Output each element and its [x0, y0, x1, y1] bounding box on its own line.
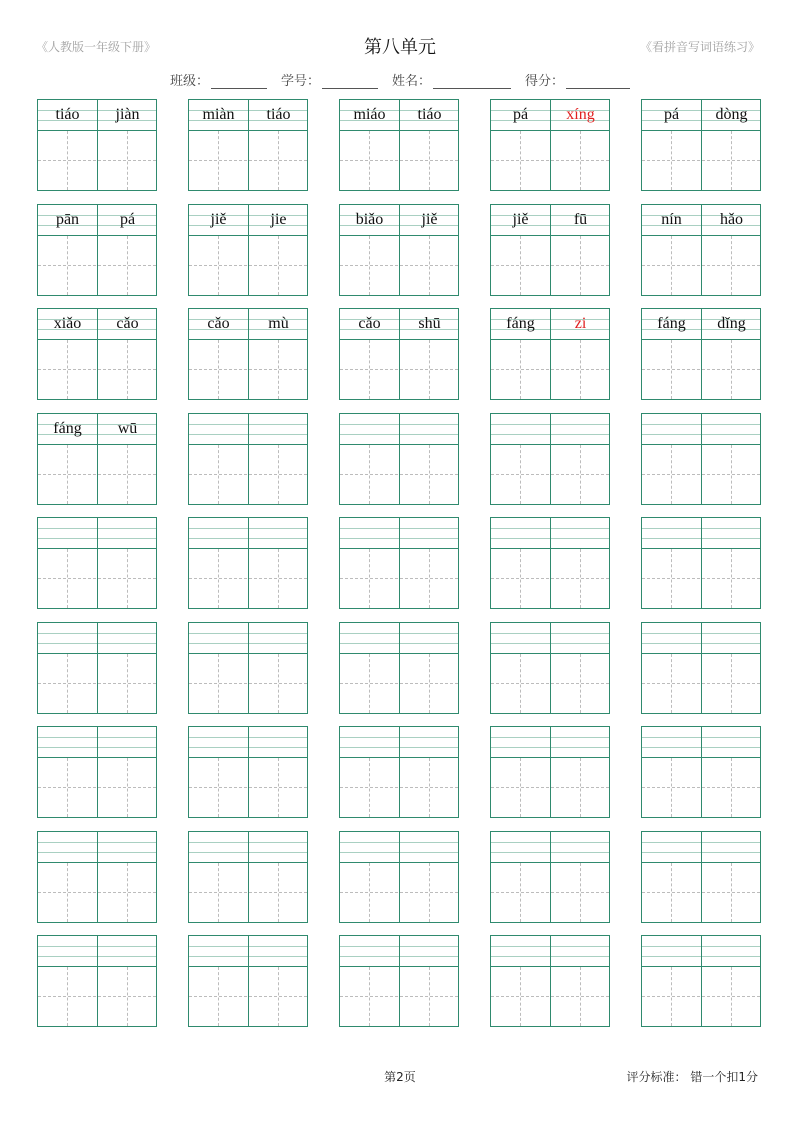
pinyin-syllable: hǎo — [719, 210, 744, 228]
pinyin-syllable: cǎo — [358, 315, 381, 332]
word-box[interactable] — [641, 204, 761, 296]
word-box[interactable] — [641, 726, 761, 818]
word-box[interactable] — [188, 204, 308, 296]
class-blank[interactable] — [211, 74, 267, 89]
header-left-label: 《人教版一年级下册》 — [36, 40, 157, 54]
word-box[interactable] — [339, 99, 459, 191]
word-box[interactable] — [37, 99, 157, 191]
word-box[interactable] — [490, 308, 610, 400]
pinyin-syllable: tiáo — [55, 106, 80, 123]
scoring-rule: 评分标准： 错一个扣1分 — [626, 1070, 758, 1084]
pinyin-syllable: dǐng — [717, 315, 746, 332]
student-id-field[interactable] — [281, 70, 378, 89]
pinyin-syllable: xiǎo — [53, 315, 82, 332]
pinyin-syllable: miáo — [353, 106, 386, 123]
class-label: 班级： — [169, 74, 209, 89]
word-box[interactable] — [188, 413, 308, 505]
pinyin-syllable: pá — [512, 106, 529, 123]
word-box[interactable] — [641, 831, 761, 923]
pinyin-syllable: wū — [117, 419, 138, 437]
pinyin-syllable: fáng — [657, 315, 686, 332]
word-box[interactable] — [641, 99, 761, 191]
pinyin-syllable: zi — [574, 315, 587, 332]
word-box[interactable] — [339, 308, 459, 400]
word-box[interactable] — [37, 935, 157, 1027]
pinyin-syllable: jiě — [210, 210, 227, 228]
word-box[interactable] — [490, 413, 610, 505]
word-box[interactable] — [339, 831, 459, 923]
page-title: 第八单元 — [364, 37, 436, 58]
score-label: 得分： — [525, 74, 565, 89]
word-box[interactable] — [188, 935, 308, 1027]
score-field[interactable] — [525, 70, 630, 89]
pinyin-syllable: tiáo — [266, 106, 291, 123]
name-field[interactable] — [392, 70, 511, 89]
word-box[interactable] — [641, 413, 761, 505]
pinyin-syllable: pá — [119, 210, 136, 228]
pinyin-syllable: mù — [268, 315, 289, 332]
word-box[interactable] — [641, 517, 761, 609]
word-box[interactable] — [490, 831, 610, 923]
pinyin-syllable: cǎo — [207, 315, 230, 332]
pinyin-syllable: jiě — [421, 210, 438, 228]
word-box[interactable] — [490, 622, 610, 714]
word-box[interactable] — [641, 935, 761, 1027]
pinyin-syllable: miàn — [202, 106, 235, 123]
word-box[interactable] — [339, 935, 459, 1027]
page-number: 第2页 — [384, 1070, 416, 1084]
pinyin-syllable: biǎo — [355, 210, 384, 228]
word-box[interactable] — [37, 622, 157, 714]
score-blank[interactable] — [566, 74, 630, 89]
word-box[interactable] — [339, 204, 459, 296]
word-box[interactable] — [490, 517, 610, 609]
word-box[interactable] — [339, 413, 459, 505]
pinyin-syllable: fáng — [53, 419, 82, 437]
header-right-label: 《看拼音写词语练习》 — [639, 40, 760, 54]
pinyin-syllable: tiáo — [417, 106, 442, 123]
word-box[interactable] — [37, 413, 157, 505]
word-box[interactable] — [37, 831, 157, 923]
word-box[interactable] — [641, 622, 761, 714]
pinyin-syllable: pān — [55, 210, 80, 228]
pinyin-syllable: shū — [418, 315, 441, 332]
name-blank[interactable] — [433, 74, 511, 89]
name-label: 姓名： — [392, 74, 432, 89]
pinyin-syllable: pá — [663, 106, 680, 123]
word-box[interactable] — [188, 622, 308, 714]
word-box[interactable] — [37, 204, 157, 296]
word-box[interactable] — [339, 622, 459, 714]
student-id-label: 学号： — [280, 74, 320, 89]
word-box[interactable] — [490, 204, 610, 296]
word-box[interactable] — [490, 935, 610, 1027]
word-box[interactable] — [339, 517, 459, 609]
word-box[interactable] — [37, 726, 157, 818]
pinyin-syllable: dòng — [715, 106, 748, 123]
word-box[interactable] — [188, 308, 308, 400]
pinyin-syllable: fū — [573, 210, 588, 228]
pinyin-syllable: nín — [661, 210, 682, 228]
pinyin-syllable: jiě — [512, 210, 529, 228]
student-id-blank[interactable] — [322, 74, 378, 89]
word-box[interactable] — [490, 99, 610, 191]
pinyin-syllable: jie — [270, 210, 287, 228]
word-box[interactable] — [188, 99, 308, 191]
pinyin-syllable: cǎo — [116, 315, 139, 332]
pinyin-syllable: jiàn — [115, 106, 140, 123]
word-box[interactable] — [37, 308, 157, 400]
word-box[interactable] — [339, 726, 459, 818]
word-box[interactable] — [37, 517, 157, 609]
word-box[interactable] — [188, 726, 308, 818]
word-box[interactable] — [188, 831, 308, 923]
word-box[interactable] — [490, 726, 610, 818]
class-field[interactable] — [170, 70, 267, 89]
pinyin-syllable: xíng — [566, 106, 595, 123]
word-box[interactable] — [188, 517, 308, 609]
word-box[interactable] — [641, 308, 761, 400]
student-info-row — [0, 70, 800, 89]
pinyin-syllable: fáng — [506, 315, 535, 332]
